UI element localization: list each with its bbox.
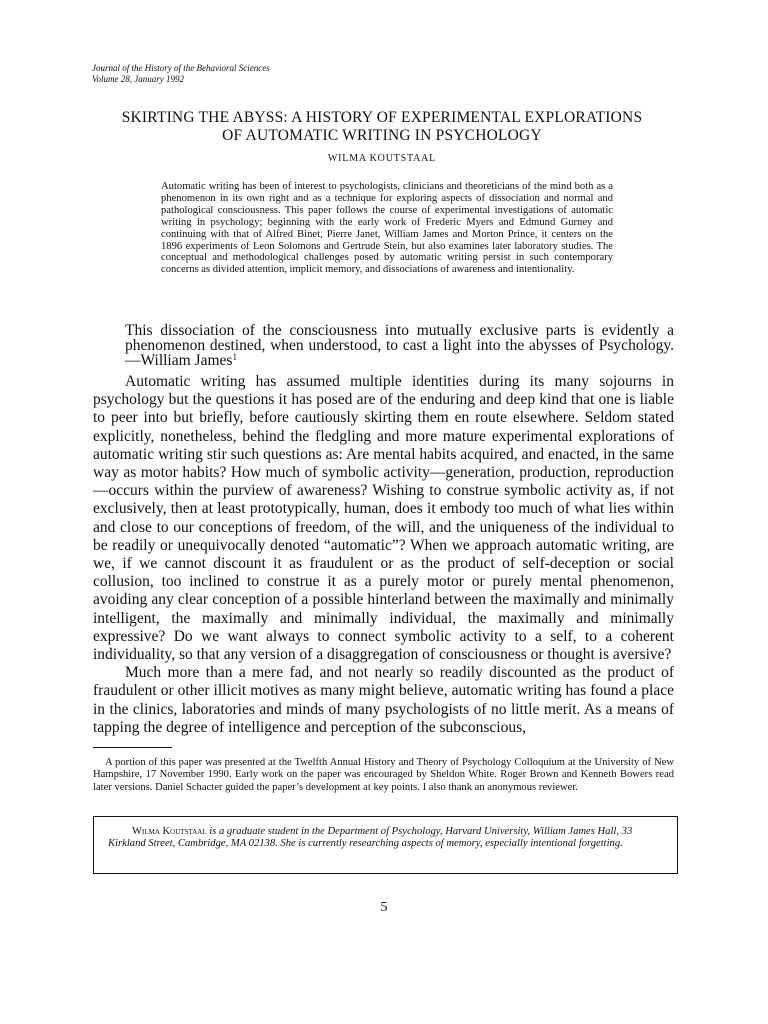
article-author: WILMA KOUTSTAAL [327,153,437,164]
journal-header [92,63,492,85]
author-bio-text: is a graduate student in the Department of Psychology, Harvard University, William James Hall, 33 Kirkland Street, Cambridge, MA 02138. She is currently researching aspects of memory, especially intentional forgetting. [108,826,633,850]
body-paragraph-2: Much more than a mere fad, and not nearly so readily discounted as the product of fraudulent or other illicit motives as many might believe, automatic writing has found a place in the clinics, laboratories and minds of many psychologists of no little merit. As a means of tapping the degree of intelligence and perception of the subconscious, [93,664,674,736]
article-body [93,373,674,737]
page-number: 5 [380,900,388,915]
footnote-marker[interactable]: 1 [232,352,237,363]
footnote: A portion of this paper was presented at the Twelfth Annual History and Theory of Psychology Colloquium at the University of New Hampshire, 17 November 1990. Early work on the paper was encouraged by Sheldon White. Roger Brown and Kenneth Bowers read later versions. Daniel Schacter guided the paper’s development at key points. I also thank an anonymous reviewer. [93,757,674,793]
body-paragraph-1: Automatic writing has assumed multiple identities during its many sojourns in psychology but the questions it has posed are of the enduring and deep kind that one is liable to peer into but briefly, before cautiously skirting them en route elsewhere. Seldom stated explicitly, nonetheless, behind the fledgling and more mature experimental explorations of automatic writing stir such questions as: Are mental habits acquired, and enacted, in the same way as motor habits? How much of symbolic activity—generation, production, reproduction—occurs within the purview of awareness? Wishing to construe symbolic activity as, if not exclusively, then at least prototypically, human, does it embody too much of what lies within and close to our conceptions of freedom, of the will, and the uniqueness of the individual to be readily or unequivocally denoted “automatic”? When we approach automatic writing, are we, if we cannot discount it as fraudulent or as the product of self-deception or social collusion, too inclined to construe it as a purely motor or purely mental phenomenon, avoiding any clear conception of a possible hinterland between the maximally and minimally intelligent, the maximally and minimally individual, the maximally and minimally expressive? Do we want always to connect symbolic activity to a self, to a coherent individuality, so that any version of a disaggregation of consciousness or thought is aversive? [93,373,674,664]
author-bio-box [93,816,678,874]
journal-name: Journal of the History of the Behavioral Sciences [92,63,270,73]
author-bio [108,826,663,851]
article-title [80,109,684,145]
epigraph [125,323,674,369]
article-title-line-1: SKIRTING THE ABYSS: A HISTORY OF EXPERIMENTAL EXPLORATIONS [121,109,643,126]
journal-volume: Volume 28, January 1992 [92,74,184,84]
article-title-line-2: OF AUTOMATIC WRITING IN PSYCHOLOGY [222,127,542,144]
abstract: Automatic writing has been of interest to psychologists, clinicians and theoreticians of the mind both as a phenomenon in its own right and as a technique for exploring aspects of dissociation and normal and pathological consciousness. This paper follows the course of experimental investigations of automatic writing in psychology; beginning with the early work of Frederic Myers and Edmund Gurney and continuing with that of Alfred Binet, Pierre Janet, William James and Morton Prince, it centers on the 1896 experiments of Leon Solomons and Gertrude Stein, but also examines later laboratory studies. The conceptual and methodological challenges posed by automatic writing persist in such contemporary concerns as divided attention, implicit memory, and dissociations of awareness and intentionality. [161,181,613,276]
footnote-divider [93,747,172,748]
epigraph-text: This dissociation of the consciousness into mutually exclusive parts is evidently a phenomenon destined, when understood, to cast a light into the abysses of Psychology.—William James [125,322,674,370]
author-bio-name: Wilma Koutstaal [132,826,207,837]
